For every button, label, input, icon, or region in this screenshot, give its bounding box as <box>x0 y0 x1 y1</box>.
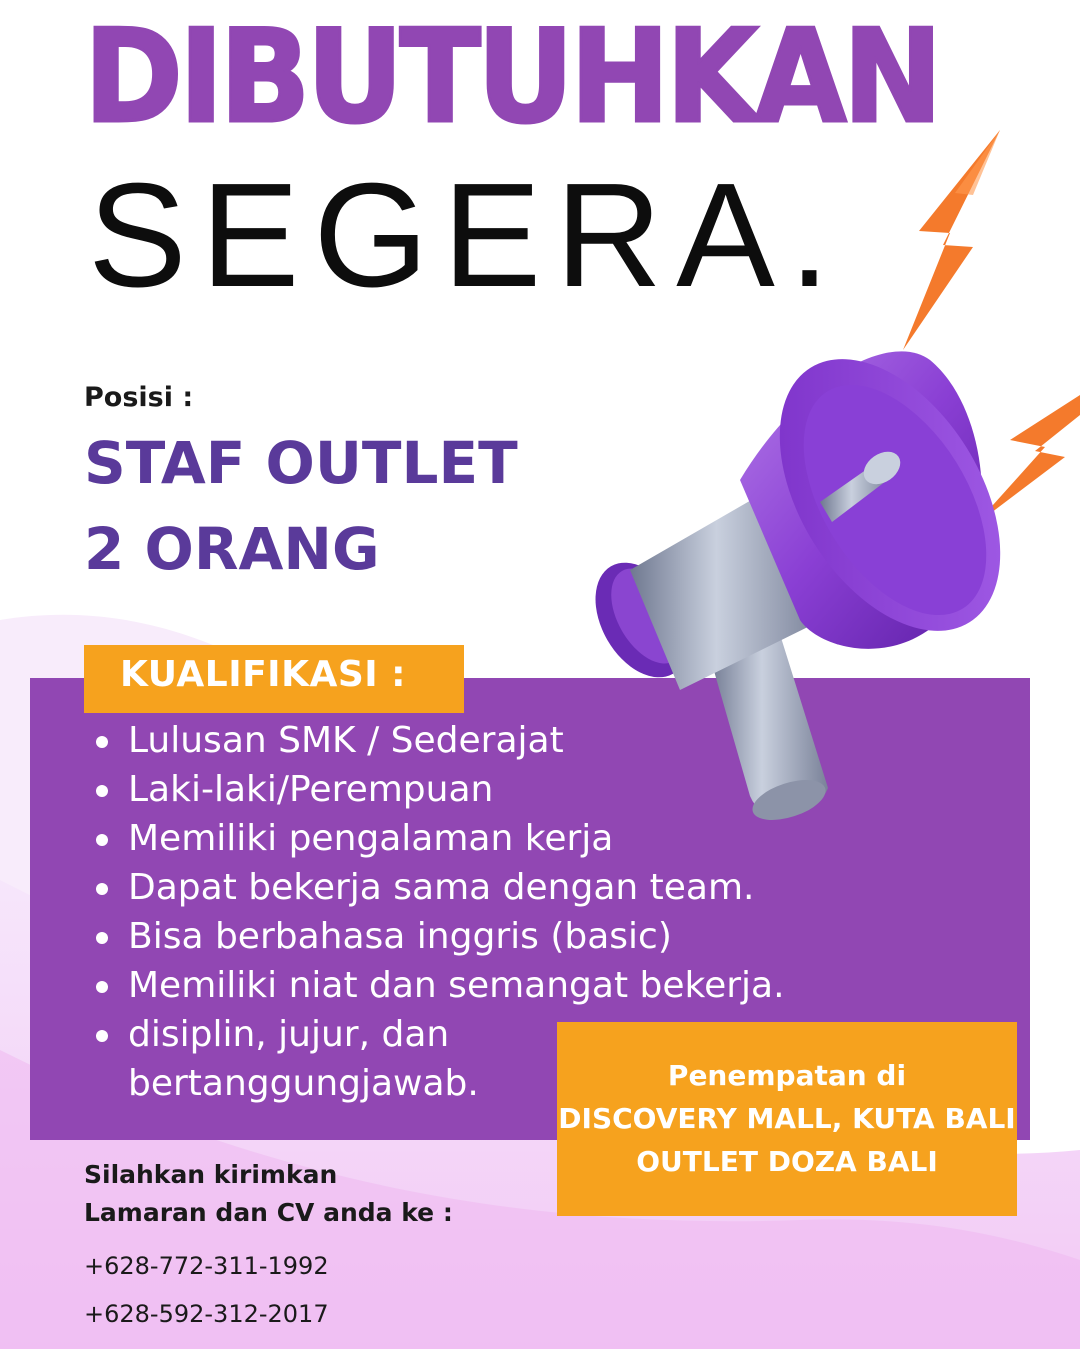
placement-text <box>557 1054 1017 1183</box>
placement-line: Penempatan di <box>667 1059 907 1092</box>
list-item: Dapat bekerja sama dengan team. <box>96 863 785 912</box>
placement-location: DISCOVERY MALL, KUTA BALI <box>558 1102 1016 1135</box>
position-count: 2 ORANG <box>84 515 380 583</box>
bullet-icon <box>96 932 108 944</box>
list-item: Memiliki niat dan semangat bekerja. <box>96 961 785 1010</box>
placement-outlet: OUTLET DOZA BALI <box>636 1145 938 1178</box>
apply-instructions: Silahkan kirimkan Lamaran dan CV anda ke : <box>84 1160 453 1227</box>
position-label: Posisi : <box>84 382 194 413</box>
list-item: disiplin, jujur, dan bertanggungjawab. <box>96 1010 785 1108</box>
list-item: Lulusan SMK / Sederajat <box>96 716 785 765</box>
list-item: Memiliki pengalaman kerja <box>96 814 785 863</box>
bullet-icon <box>96 1030 108 1042</box>
list-item: Laki-laki/Perempuan <box>96 765 785 814</box>
bullet-icon <box>96 785 108 797</box>
qualifications-heading: KUALIFIKASI : <box>120 654 407 695</box>
bullet-icon <box>96 736 108 748</box>
bullet-icon <box>96 883 108 895</box>
position-title: STAF OUTLET <box>84 429 518 497</box>
headline-primary: DIBUTUHKAN <box>84 3 939 152</box>
phone-number[interactable]: +628-592-312-2017 <box>84 1300 329 1328</box>
bullet-icon <box>96 981 108 993</box>
headline-secondary: SEGERA. <box>88 153 844 318</box>
phone-number[interactable]: +628-772-311-1992 <box>84 1252 329 1280</box>
bullet-icon <box>96 834 108 846</box>
list-item: Bisa berbahasa inggris (basic) <box>96 912 785 961</box>
